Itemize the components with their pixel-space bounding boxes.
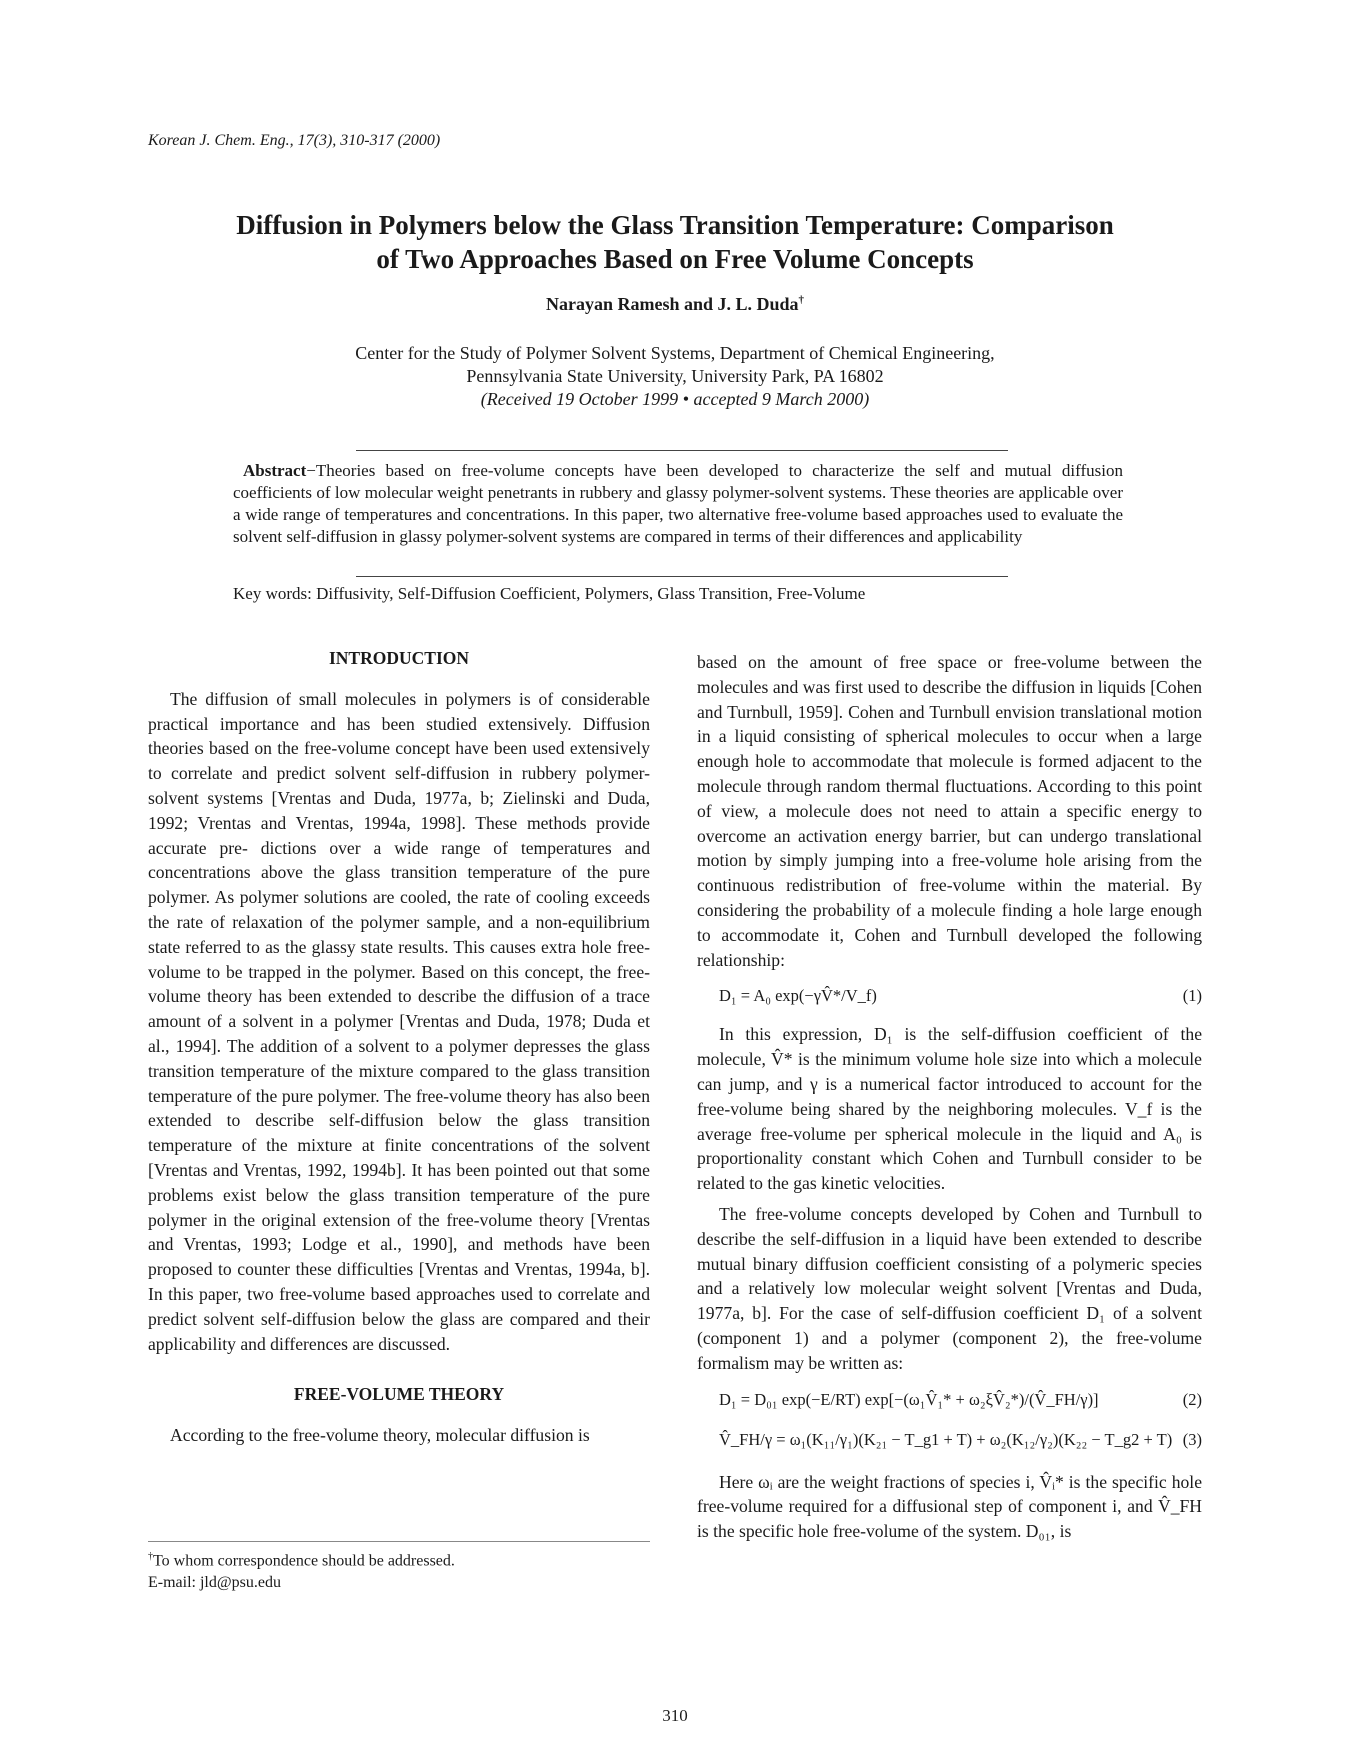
title-line-2: of Two Approaches Based on Free Volume Concepts: [376, 244, 974, 274]
fvt-paragraph: According to the free-volume theory, molecular diffusion is: [170, 1425, 590, 1446]
heading-free-volume-theory: FREE-VOLUME THEORY: [293, 1384, 505, 1405]
left-column: [148, 646, 650, 1448]
footnote-line-1: To whom correspondence should be addressed.: [153, 1552, 455, 1570]
equation-3-number: (3): [1182, 1429, 1202, 1449]
footnote-rule: [148, 1541, 650, 1542]
abstract: [233, 460, 1123, 548]
abstract-text: −Theories based on free-volume concepts have been developed to characterize the self and mutual diffusion coefficients of low molecular weight penetrants in rubbery and glassy polymer-solvent systems. These theories are applicable over a wide range of temperatures and concentrations. In this paper, two alternative free-volume based approaches used to evaluate the solvent self-diffusion in glassy polymer-solvent systems are compared in terms of their differences and applicability: [233, 461, 1123, 546]
received-dates: (Received 19 October 1999 • accepted 9 March 2000): [480, 389, 870, 409]
footnote-line-2: E-mail: jld@psu.edu: [148, 1574, 281, 1592]
equation-2: [697, 1388, 1202, 1414]
equation-1: [697, 984, 1202, 1010]
authors-text: Narayan Ramesh and J. L. Duda: [545, 294, 799, 314]
author-mark: †: [798, 294, 805, 306]
right-para-2: In this expression, D₁ is the self-diffusion coefficient of the molecule, V̂* is the minimum volume hole size into which a molecule can jump, and γ is a numerical factor introduced to account for the free-volume being shared by the neighboring molecules. V_f is the average free-volume per spherical molecule in the liquid and A₀ is proportionality constant which Cohen and Turnbull consider to be related to the gas kinetic velocities.: [697, 1024, 1202, 1194]
author-list: [180, 294, 1170, 315]
title-line-1: Diffusion in Polymers below the Glass Transition Temperature: Comparison: [236, 210, 1114, 240]
heading-introduction: INTRODUCTION: [328, 648, 470, 668]
paper-title: [180, 208, 1170, 276]
equation-1-number: (1): [1182, 986, 1202, 1006]
intro-paragraph: The diffusion of small molecules in polymers is of considerable practical importance and has been studied extensively. Diffusion theories based on the free-volume concept have been used extensively to correlate and predict solvent self-diffusion in rubbery polymer-solvent systems [Vrentas and Duda, 1977a, b; Zielinski and Duda, 1992; Vrentas and Vrentas, 1994a, 1998]. These methods provide accurate pre- dictions over a wide range of temperatures and concentrations above the glass transition temperature of the pure polymer. As polymer solutions are cooled, the rate of cooling exceeds the rate of relaxation of the polymer sample, and a non-equilibrium state referred to as the glassy state results. This causes extra hole free-volume to be trapped in the polymer. Based on this concept, the free-volume theory has been extended to describe the diffusion of a trace amount of a solvent in a polymer [Vrentas and Duda, 1978; Duda et al., 1994]. The addition of a solvent to a polymer depresses the glass transition temperature of the mixture compared to the glass transition temperature of the pure polymer. The free-volume theory has also been extended to describe self-diffusion below the glass transition temperature of the mixture at finite concentrations of the solvent [Vrentas and Vrentas, 1992, 1994b]. It has been pointed out that some problems exist below the glass transition temperature of the pure polymer in the original extension of the free-volume theory [Vrentas and Vrentas, 1993; Lodge et al., 1990], and methods have been proposed to counter these difficulties [Vrentas and Vrentas, 1994a, b]. In this paper, two free-volume based approaches used to correlate and predict solvent self-diffusion below the glass are compared and their applicability and differences are discussed.: [148, 688, 650, 1354]
abstract-top-rule: [356, 450, 1008, 451]
journal-reference: Korean J. Chem. Eng., 17(3), 310-317 (2000): [148, 132, 441, 149]
abstract-bottom-rule: [356, 576, 1008, 577]
abstract-label: Abstract: [243, 461, 307, 480]
footnote-mark: †: [148, 1551, 153, 1562]
page-number: 310: [662, 1706, 688, 1725]
right-column: [697, 650, 1202, 1544]
right-para-3: The free-volume concepts developed by Cohen and Turnbull to describe the self-diffusion in a liquid have been extended to describe mutual binary diffusion coefficient consisting of a polymeric species and a relatively low molecular weight solvent [Vrentas and Duda, 1977a, b]. For the case of self-diffusion coefficient D₁ of a solvent (component 1) and a polymer (component 2), the free-volume formalism may be written as:: [697, 1203, 1202, 1373]
equation-1-text: D₁ = A₀ exp(−γV̂*/V_f): [719, 986, 877, 1006]
affiliation: [180, 342, 1170, 411]
footnote: [148, 1546, 650, 1594]
equation-2-text: D₁ = D₀₁ exp(−E/RT) exp[−(ω₁V̂₁* + ω₂ξV̂₂*)/(V̂_FH/γ)]: [719, 1389, 1099, 1409]
keywords: Key words: Diffusivity, Self-Diffusion Coefficient, Polymers, Glass Transition, Free-Volume: [233, 584, 866, 603]
equation-3: [697, 1428, 1202, 1454]
affiliation-line-1: Center for the Study of Polymer Solvent Systems, Department of Chemical Engineering,: [355, 343, 995, 363]
equation-2-number: (2): [1182, 1389, 1202, 1409]
right-para-1: based on the amount of free space or free-volume between the molecules and was first used to describe the diffusion in liquids [Cohen and Turnbull, 1959]. Cohen and Turnbull envision translational motion in a liquid consisting of spherical molecules to occur when a large enough hole to accommodate that molecule is formed adjacent to the molecule through random thermal fluctuations. According to this point of view, a molecule does not need to attain a specific energy to overcome an activation energy barrier, but can undergo translational motion by simply jumping into a free-volume hole arising from the continuous redistribution of free-volume within the material. By considering the probability of a molecule finding a hole large enough to accommodate it, Cohen and Turnbull developed the following relationship:: [697, 652, 1202, 970]
equation-3-text: V̂_FH/γ = ω₁(K₁₁/γ₁)(K₂₁ − T_g1 + T) + ω₂(K₁₂/γ₂)(K₂₂ − T_g2 + T): [719, 1429, 1173, 1449]
affiliation-line-2: Pennsylvania State University, University Park, PA 16802: [466, 366, 884, 386]
right-para-4: Here ωᵢ are the weight fractions of species i, V̂ᵢ* is the specific hole free-volume required for a diffusional step of component i, and V̂_FH is the specific hole free-volume of the system. D₀₁, is: [697, 1471, 1202, 1542]
